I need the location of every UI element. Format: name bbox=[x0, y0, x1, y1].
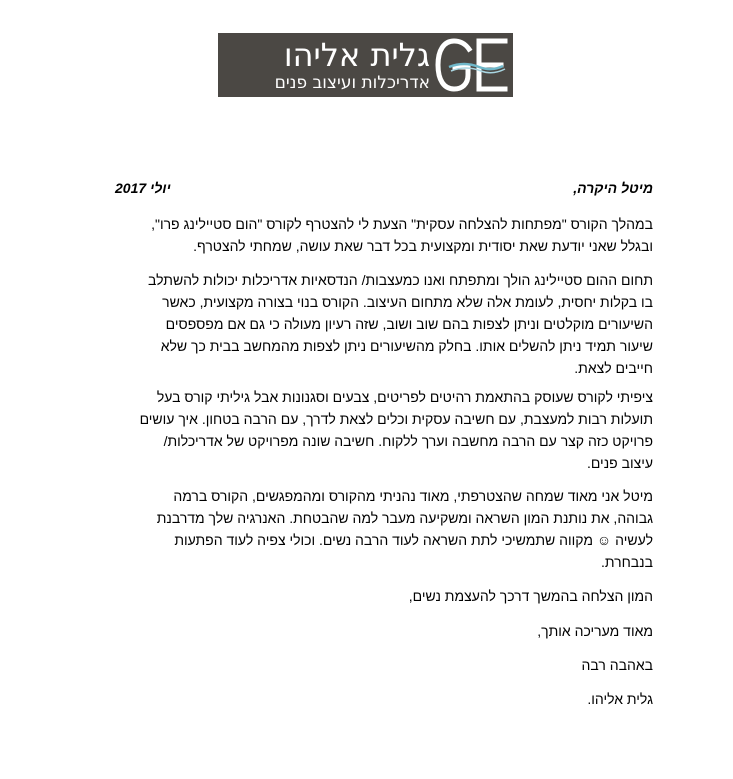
company-logo bbox=[218, 33, 513, 97]
paragraph-line: בו בקלות יחסית, לעומת אלה שלא מתחום העיצוב. הקורס בנוי בצורה מקצועית, כאשר bbox=[162, 294, 653, 310]
paragraph-line: ציפיתי לקורס שעוסק בהתאמת רהיטים לפריטים, צבעים וסגנונות אבל גיליתי קורס בעל bbox=[156, 389, 653, 405]
letter-appreciation bbox=[80, 620, 653, 642]
letter-signature bbox=[80, 688, 653, 710]
letter-date: יולי 2017 bbox=[115, 180, 171, 196]
paragraph-line: המון הצלחה בהמשך דרכך להעצמת נשים, bbox=[408, 588, 653, 604]
letter-header bbox=[115, 180, 653, 200]
paragraph-line: מיטל אני מאוד שמחה שהצטרפתי, מאוד נהניתי מהקורס ומהמפגשים, הקורס ברמה bbox=[173, 488, 653, 504]
letter-closing bbox=[80, 654, 653, 676]
paragraph-line: בנבחרת. bbox=[600, 554, 653, 570]
paragraph-line: תחום ההום סטיילינג הולך ומתפתח ואנו כמעצבות/ הנדסאיות אדריכלות יכולות להשתלב bbox=[148, 272, 653, 288]
paragraph-line: שיעור תמיד ניתן להשלים אותו. בחלק מהשיעורים ניתן לצפות מהמחשב בבית כך שלא bbox=[160, 338, 653, 354]
paragraph-line: חייבים לצאת. bbox=[574, 360, 653, 376]
paragraph-line: גלית אליהו. bbox=[587, 691, 653, 707]
paragraph-line: באהבה רבה bbox=[581, 657, 653, 673]
paragraph-line: מאוד מעריכה אותך, bbox=[537, 623, 653, 639]
paragraph-line: עיצוב פנים. bbox=[586, 455, 653, 471]
logo-subtitle: אדריכלות ועיצוב פנים bbox=[274, 73, 430, 93]
letter-paragraph-1 bbox=[80, 213, 653, 257]
letter-paragraph-2 bbox=[80, 269, 653, 379]
paragraph-line: לעשיה ☺ מקווה שתמשיכי לתת השראה לעוד הרבה נשים. וכולי צפיה לעוד הפתעות bbox=[174, 532, 653, 548]
paragraph-line: השיעורים מוקלטים וניתן לצפות בהם שוב ושוב, שזה רעיון מעולה כי גם אם מפספסים bbox=[165, 316, 653, 332]
paragraph-line: במהלך הקורס "מפתחות להצלחה עסקית" הצעת לי להצטרף לקורס "הום סטיילינג פרו", bbox=[151, 216, 653, 232]
letter-paragraph-3 bbox=[80, 386, 653, 474]
paragraph-line: פרויקט כזה קצר עם הרבה מחשבה וערך ללקוח. חשיבה שונה מפרויקט של אדריכלות/ bbox=[163, 433, 653, 449]
letter-greeting: מיטל היקרה, bbox=[573, 180, 653, 196]
logo-name: גלית אליהו bbox=[283, 36, 430, 74]
letter-paragraph-4 bbox=[80, 485, 653, 573]
paragraph-line: גבוהה, את נותנת המון השראה ומשקיעה מעבר למה שהבטחת. האנרגיה שלך מדרבנת bbox=[156, 510, 653, 526]
letter-wish bbox=[80, 585, 653, 607]
logo-monogram-icon bbox=[435, 37, 509, 93]
paragraph-line: תועלות רבות למעצבת, עם חשיבה עסקית וכלים לצאת לדרך, עם הרבה בטחון. איך עושים bbox=[139, 411, 653, 427]
paragraph-line: ובגלל שאני יודעת שאת יסודית ומקצועית בכל דבר שאת עושה, שמחתי להצטרף. bbox=[193, 238, 653, 254]
